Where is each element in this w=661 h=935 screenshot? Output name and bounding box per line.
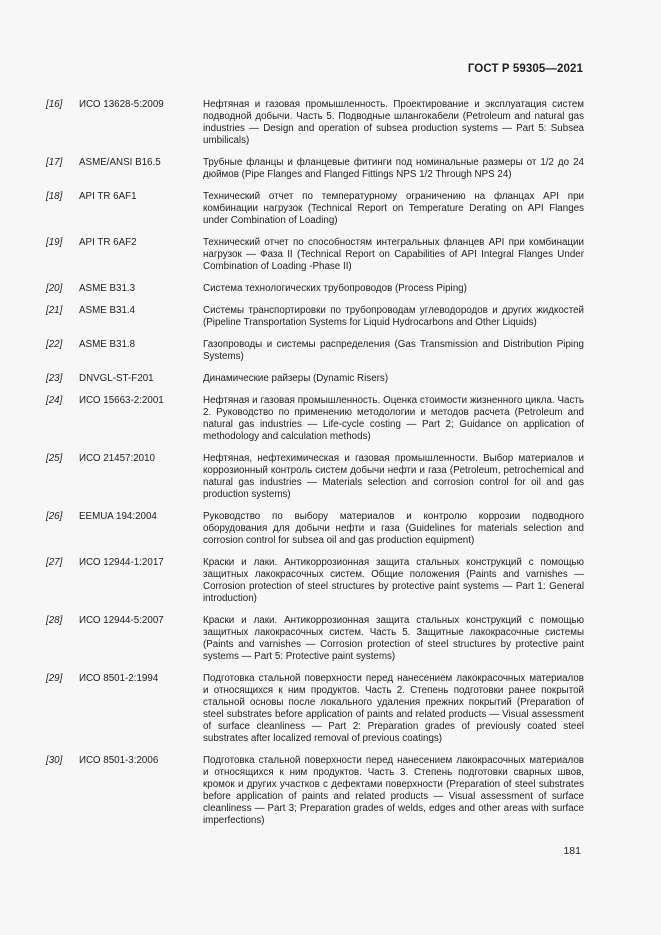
- reference-number: [22]: [46, 339, 63, 350]
- reference-title: Технический отчет по температурному ограничению на фланцах API при комбинации нагрузок (Technical Report on Temperature Derating on API Flanges under Combination of Loading): [203, 191, 584, 226]
- reference-number: [16]: [46, 99, 63, 110]
- reference-title: Динамические райзеры (Dynamic Risers): [203, 373, 389, 384]
- reference-entry: [46, 557, 586, 605]
- reference-number: [29]: [46, 673, 63, 684]
- reference-entry: [46, 615, 586, 663]
- reference-title: Нефтяная, нефтехимическая и газовая промышленности. Выбор материалов и коррозионный контроль систем добычи нефти и газа (Petroleum, petrochemical and natural gas industries — Materials selection and corrosion control for oil and gas production systems): [203, 453, 584, 500]
- reference-code: API TR 6AF2: [79, 237, 137, 248]
- reference-entry: [46, 373, 586, 385]
- reference-code: ИСО 21457:2010: [79, 453, 156, 464]
- page-number: 181: [563, 845, 581, 857]
- reference-code: ИСО 8501-3:2006: [79, 755, 159, 766]
- reference-title: Подготовка стальной поверхности перед нанесением лакокрасочных материалов и относящихся к ним продуктов. Часть 3. Степень подготовки сварных швов, кромок и других участков с дефектами поверхности (Preparation of steel substrates before application of paints and related products — Visual assessment of surface cleanliness — Part 3; Preparation grades of welds, edges and other areas with surface imperfections): [203, 755, 584, 826]
- reference-title: Газопроводы и системы распределения (Gas Transmission and Distribution Piping Systems): [203, 339, 584, 362]
- reference-title: Технический отчет по способностям интегральных фланцев API при комбинации нагрузок — Фаза II (Technical Report on Capabilities of API Integral Flanges Under Combination of Loading -Phase II): [203, 237, 584, 272]
- reference-number: [30]: [46, 755, 63, 766]
- reference-title: Системы транспортировки по трубопроводам углеводородов и других жидкостей (Pipeline Transportation Systems for Liquid Hydrocarbons and Other Liquids): [203, 305, 584, 328]
- reference-number: [26]: [46, 511, 63, 522]
- reference-title: Руководство по выбору материалов и контролю коррозии подводного оборудования для добычи нефти и газа (Guidelines for materials selection and corrosion control for subsea oil and gas production equipment): [203, 511, 584, 546]
- reference-code: ИСО 12944-1:2017: [79, 557, 164, 568]
- reference-number: [18]: [46, 191, 63, 202]
- reference-code: ASME B31.3: [79, 283, 136, 294]
- reference-code: ASME/ANSI B16.5: [79, 157, 161, 168]
- reference-code: ИСО 13628-5:2009: [79, 99, 164, 110]
- bibliography-list: [46, 99, 586, 837]
- reference-number: [17]: [46, 157, 63, 168]
- reference-code: ИСО 8501-2:1994: [79, 673, 159, 684]
- reference-entry: [46, 305, 586, 329]
- reference-entry: [46, 511, 586, 547]
- reference-entry: [46, 395, 586, 443]
- reference-number: [27]: [46, 557, 63, 568]
- reference-entry: [46, 339, 586, 363]
- reference-title: Нефтяная и газовая промышленность. Оценка стоимости жизненного цикла. Часть 2. Руководство по применению методологии и методов расчета (Petroleum and natural gas industries — Life-cycle costing — Part 2; Guidance on application of methodology and calculation methods): [203, 395, 584, 442]
- reference-entry: [46, 755, 586, 827]
- reference-title: Подготовка стальной поверхности перед нанесением лакокрасочных материалов и относящихся к ним продуктов. Часть 2. Степень подготовки ранее покрытой стальной основы после локального удаления прежних покрытий (Preparation of steel substrates before application of paints and related products — Visual assessment of surface cleanliness — Part 2: Preparation grades of previously coated steel substrates after localized removal of previous coatings): [203, 673, 584, 744]
- reference-entry: [46, 453, 586, 501]
- reference-number: [23]: [46, 373, 63, 384]
- reference-code: DNVGL-ST-F201: [79, 373, 154, 384]
- reference-title: Краски и лаки. Антикоррозионная защита стальных конструкций с помощью защитных лакокрасочных систем. Общие положения (Paints and varnishes — Corrosion protection of steel structures by protective paint systems — Part 1: General introduction): [203, 557, 584, 604]
- reference-number: [28]: [46, 615, 63, 626]
- reference-code: ИСО 12944-5:2007: [79, 615, 164, 626]
- reference-entry: [46, 673, 586, 745]
- reference-code: EEMUA 194:2004: [79, 511, 157, 522]
- reference-title: Система технологических трубопроводов (Process Piping): [203, 283, 467, 294]
- reference-number: [20]: [46, 283, 63, 294]
- reference-code: API TR 6AF1: [79, 191, 137, 202]
- reference-code: ASME B31.8: [79, 339, 136, 350]
- reference-number: [19]: [46, 237, 63, 248]
- reference-entry: [46, 283, 586, 295]
- reference-code: ИСО 15663-2:2001: [79, 395, 164, 406]
- reference-entry: [46, 237, 586, 273]
- reference-entry: [46, 157, 586, 181]
- reference-number: [25]: [46, 453, 63, 464]
- reference-title: Нефтяная и газовая промышленность. Проектирование и эксплуатация систем подводной добычи. Часть 5. Подводные шлангокабели (Petroleum and natural gas industries — Design and operation of subsea production systems — Part 5: Subsea umbilicals): [203, 99, 584, 146]
- reference-number: [24]: [46, 395, 63, 406]
- reference-entry: [46, 191, 586, 227]
- reference-title: Трубные фланцы и фланцевые фитинги под номинальные размеры от 1/2 до 24 дюймов (Pipe Flanges and Flanged Fittings NPS 1/2 Through NPS 24): [203, 157, 584, 180]
- standard-header: ГОСТ Р 59305—2021: [467, 63, 583, 75]
- reference-number: [21]: [46, 305, 63, 316]
- reference-entry: [46, 99, 586, 147]
- reference-code: ASME B31.4: [79, 305, 136, 316]
- reference-title: Краски и лаки. Антикоррозионная защита стальных конструкций с помощью защитных лакокрасочных систем. Часть 5. Защитные лакокрасочные системы (Paints and varnishes — Corrosion protection of steel structures by protective paint systems — Part 5: Protective paint systems): [203, 615, 584, 662]
